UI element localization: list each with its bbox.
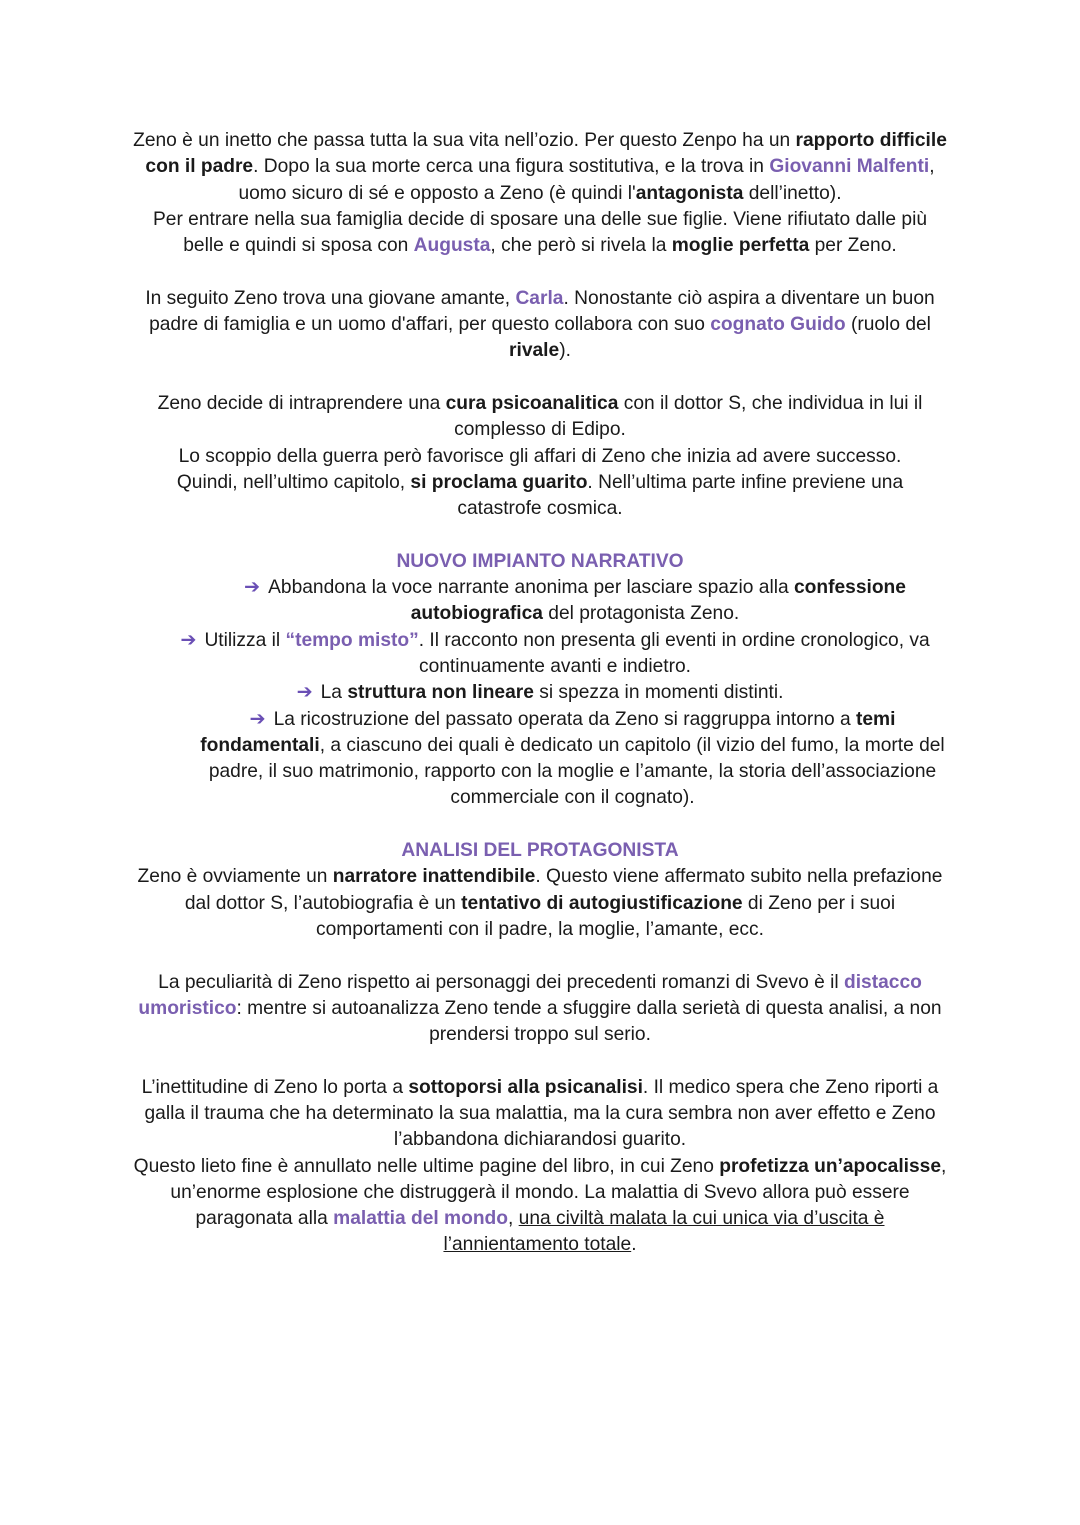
paragraph-psicanalisi xyxy=(130,1075,950,1259)
name-cognato-guido: cognato Guido xyxy=(710,314,846,336)
guarito-text: Quindi, nell’ultimo capitolo, si proclama guarito. Nell’ultima parte infine previene una catastrofe cosmica. xyxy=(176,471,904,520)
narratore-text: Zeno è ovviamente un narratore inattendibile. Questo viene affermato subito nella prefazione dal dottor S, l’autobiografia è un tentativo di autogiustificazione di Zeno per i suoi comportamenti con il padre, la moglie, l’amante, ecc. xyxy=(137,866,943,940)
tempo-misto-highlight: “tempo misto” xyxy=(285,629,419,651)
cura-text: Zeno decide di intraprendere una cura psicoanalitica con il dottor S, che individua in lui il complesso di Edipo. xyxy=(157,392,923,441)
paragraph-carla-guido xyxy=(145,286,935,365)
guerra-text: Lo scoppio della guerra però favorisce gli affari di Zeno che inizia ad avere successo. xyxy=(178,445,902,467)
carla-text: In seguito Zeno trova una giovane amante, Carla. Nonostante ciò aspira a diventare un buon padre di famiglia e un uomo d'affari, per questo collabora con suo cognato Guido (ruolo del rivale). xyxy=(145,287,935,362)
arrow-icon: ➔ xyxy=(249,708,266,730)
psicanalisi-text: L’inettitudine di Zeno lo porta a sottoporsi alla psicanalisi. Il medico spera che Zeno riporti a galla il trauma che ha determinato la sua malattia, ma la cura sembra non aver effetto e Zeno l’abbandona dichiarandosi guarito. xyxy=(141,1076,939,1151)
arrow-icon: ➔ xyxy=(244,577,261,599)
bullet-struttura: ➔ La struttura non lineare si spezza in momenti distinti. xyxy=(296,682,784,704)
heading-analisi-del-protagonista: ANALISI DEL PROTAGONISTA xyxy=(401,840,679,862)
bullet-temi-fondamentali: ➔ La ricostruzione del passato operata da Zeno si raggruppa intorno a temi fondamentali, a ciascuno dei quali è dedicato un capitolo (il vizio del fumo, la morte del padre, il suo matrimonio, rapporto con la moglie e l’amante, la storia dell’associazione commerciale con il cognato). xyxy=(200,708,945,809)
arrow-icon: ➔ xyxy=(296,682,313,704)
name-carla: Carla xyxy=(515,287,564,309)
malattia-del-mondo-highlight: malattia del mondo xyxy=(333,1208,508,1230)
apocalisse-text: Questo lieto fine è annullato nelle ultime pagine del libro, in cui Zeno profetizza un’apocalisse, un’enorme esplosione che distruggerà il mondo. La malattia di Svevo allora può essere paragonata alla malattia del mondo, una civiltà malata la cui unica via d’uscita è l’annientamento totale. xyxy=(133,1155,947,1256)
name-giovanni-malfenti: Giovanni Malfenti xyxy=(769,156,930,178)
paragraph-distacco xyxy=(138,970,942,1049)
paragraph-narratore xyxy=(135,864,945,943)
arrow-icon: ➔ xyxy=(180,629,197,651)
intro-text: Zeno è un inetto che passa tutta la sua vita nell’ozio. Per questo Zenpo ha un rapporto difficile con il padre. Dopo la sua morte cerca una figura sostitutiva, e la trova in Giovanni Malfenti, uomo sicuro di sé e opposto a Zeno (è quindi l'antagonista dell’inetto). xyxy=(133,130,947,204)
heading-nuovo-impianto-narrativo: NUOVO IMPIANTO NARRATIVO xyxy=(396,550,684,572)
bullet-confessione: ➔ Abbandona la voce narrante anonima per lasciare spazio alla confessione autobiografica del protagonista Zeno. xyxy=(244,577,906,625)
annientamento-underline: una civiltà malata la cui unica via d’uscita è l’annientamento totale xyxy=(443,1208,885,1256)
distacco-umoristico-highlight: distacco umoristico xyxy=(138,971,922,1019)
document-page xyxy=(0,128,1080,1259)
paragraph-zeno-intro xyxy=(130,128,950,259)
distacco-text: La peculiarità di Zeno rispetto ai personaggi dei precedenti romanzi di Svevo è il distacco umoristico: mentre si autoanalizza Zeno tende a sfuggire dalla serietà di questa analisi, a non prendersi troppo sul serio. xyxy=(138,971,942,1046)
name-augusta: Augusta xyxy=(413,235,491,257)
bullet-tempo-misto: ➔ Utilizza il “tempo misto”. Il racconto non presenta gli eventi in ordine cronologico, va continuamente avanti e indietro. xyxy=(180,629,930,677)
marriage-text: Per entrare nella sua famiglia decide di sposare una delle sue figlie. Viene rifiutato dalle più belle e quindi si sposa con Augusta, che però si rivela la moglie perfetta per Zeno. xyxy=(152,208,928,257)
paragraph-cura xyxy=(140,391,940,522)
